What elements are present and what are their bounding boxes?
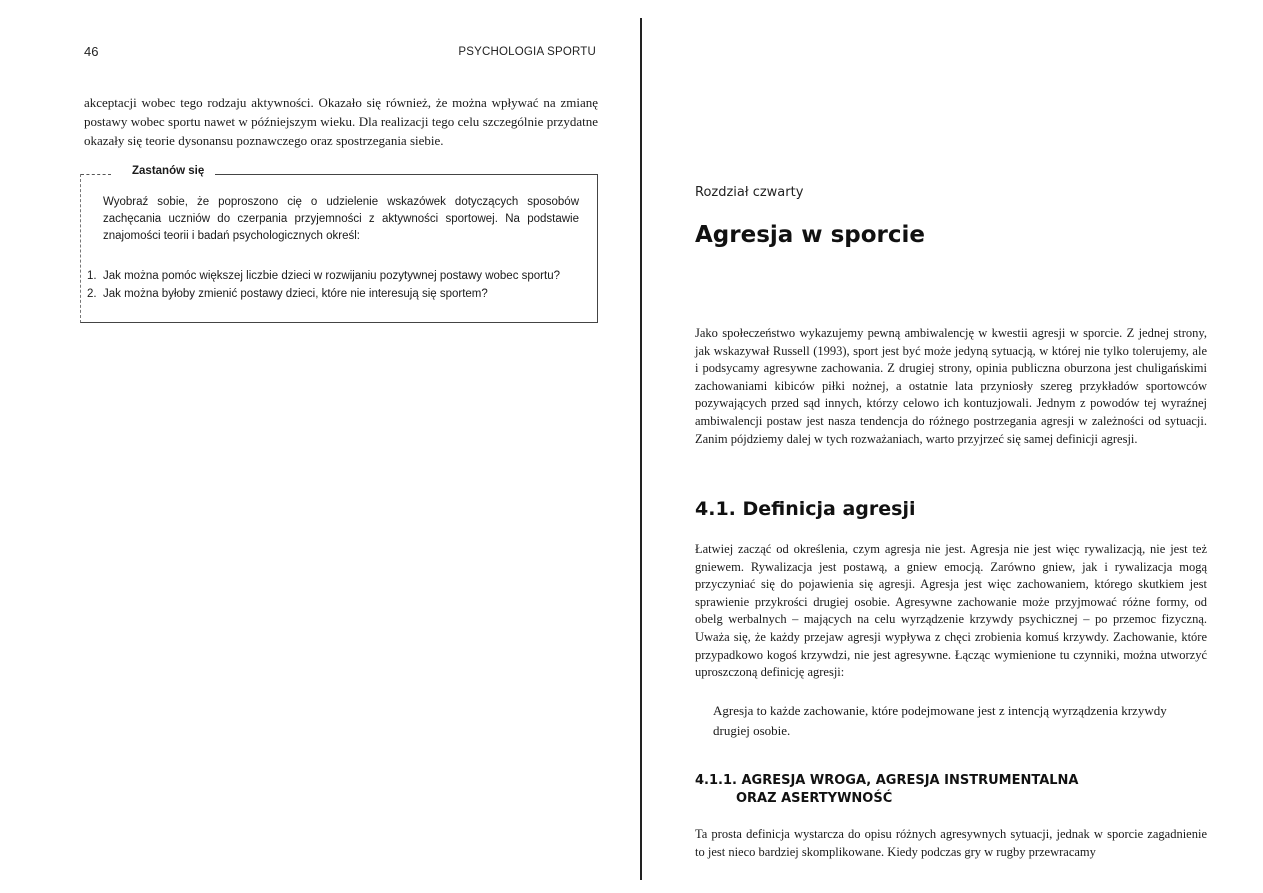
page-number: 46 xyxy=(84,44,99,59)
subsection-heading xyxy=(695,772,1079,808)
running-head: PSYCHOLOGIA SPORTU xyxy=(458,46,596,58)
intro-paragraph: Jako społeczeństwo wykazujemy pewną ambiwalencję w kwestii agresji w sporcie. Z jednej strony, jak wskazywał Russell (1993), sport jest być może jedyną sytuacją, w której nie tylko tolerujemy, ale i podsycamy agresywne zachowania. Z drugiej strony, opinia publiczna oburzona jest chuligańskimi zachowaniami kibiców piłki nożnej, a ostatnie lata przyniosły szereg przykładów sportowców pozywających przed sąd innych, którzy celowo ich kontuzjowali. Jednym z powodów tej wyraźnej ambiwalencji postaw jest nasza tendencja do różnego postrzegania agresji w zależności od sytuacji. Zanim pójdziemy dalej w tych rozważaniach, warto przyjrzeć się samej definicji agresji. xyxy=(695,326,1207,446)
list-item xyxy=(87,267,587,285)
body-paragraph: akceptacji wobec tego rodzaju aktywności. Okazało się również, że można wpływać na zmianę postawy wobec sportu nawet w późniejszym wieku. Dla realizacji tego celu szczególnie przydatne okazały się teorie dysonansu poznawczego oraz spostrzegania siebie. xyxy=(84,95,598,148)
list-item-number: 2. xyxy=(87,288,97,300)
list-item-text: Jak można byłoby zmienić postawy dzieci, które nie interesują się sportem? xyxy=(103,288,488,300)
subsection-heading-line2: ORAZ ASERTYWNOŚĆ xyxy=(736,791,893,806)
section-heading: 4.1. Definicja agresji xyxy=(695,498,916,520)
chapter-title: Agresja w sporcie xyxy=(695,222,925,248)
box-border-top xyxy=(215,174,597,175)
think-box-title: Zastanów się xyxy=(128,165,208,177)
closing-paragraph: Ta prosta definicja wystarcza do opisu różnych agresywnych sytuacji, jednak w sporcie zagadnienie to jest nieco bardziej skomplikowane. Kiedy podczas gry w rugby przewracamy xyxy=(695,827,1207,859)
think-box xyxy=(80,165,598,323)
subsection-heading-line1: 4.1.1. AGRESJA WROGA, AGRESJA INSTRUMENTALNA xyxy=(695,773,1079,788)
section-paragraph: Łatwiej zacząć od określenia, czym agresja nie jest. Agresja nie jest więc rywalizacją, nie jest też gniewem. Rywalizacja jest postawą, a gniew emocją. Zarówno gniew, jak i rywalizacja mogą przyczyniać się do pojawienia się agresji. Agresja jest więc zachowaniem, którego skutkiem jest sprawienie przykrości drugiej osobie. Agresywne zachowanie może przyjmować różne formy, od obelg werbalnych – mających na celu wyrządzenie krzywdy psychicznej – po przemoc fizyczną. Uważa się, że każdy przejaw agresji wypływa z chęci zrobienia komuś krzywdy. Zachowanie, które przypadkowo kogoś krzywdzi, nie jest agresywne. Łącząc wymienione tu czynniki, można utworzyć uproszczoną definicję agresji: xyxy=(695,542,1207,680)
definition-quote: Agresja to każde zachowanie, które podejmowane jest z intencją wyrządzenia krzywdy drugiej osobie. xyxy=(713,703,1167,738)
list-item-text: Jak można pomóc większej liczbie dzieci w rozwijaniu pozytywnej postawy wobec sportu? xyxy=(103,270,561,282)
list-item-number: 1. xyxy=(87,270,97,282)
list-item xyxy=(87,285,587,303)
chapter-label: Rozdział czwarty xyxy=(695,185,804,200)
right-page xyxy=(641,0,1263,893)
think-box-intro: Wyobraź sobie, że poproszono cię o udzielenie wskazówek dotyczących sposobów zachęcania uczniów do czerpania przyjemności z aktywności sportowej. Na podstawie znajomości teorii i badań psychologicznych określ: xyxy=(103,196,579,242)
box-border-dash xyxy=(81,174,111,175)
think-box-list xyxy=(87,267,587,303)
